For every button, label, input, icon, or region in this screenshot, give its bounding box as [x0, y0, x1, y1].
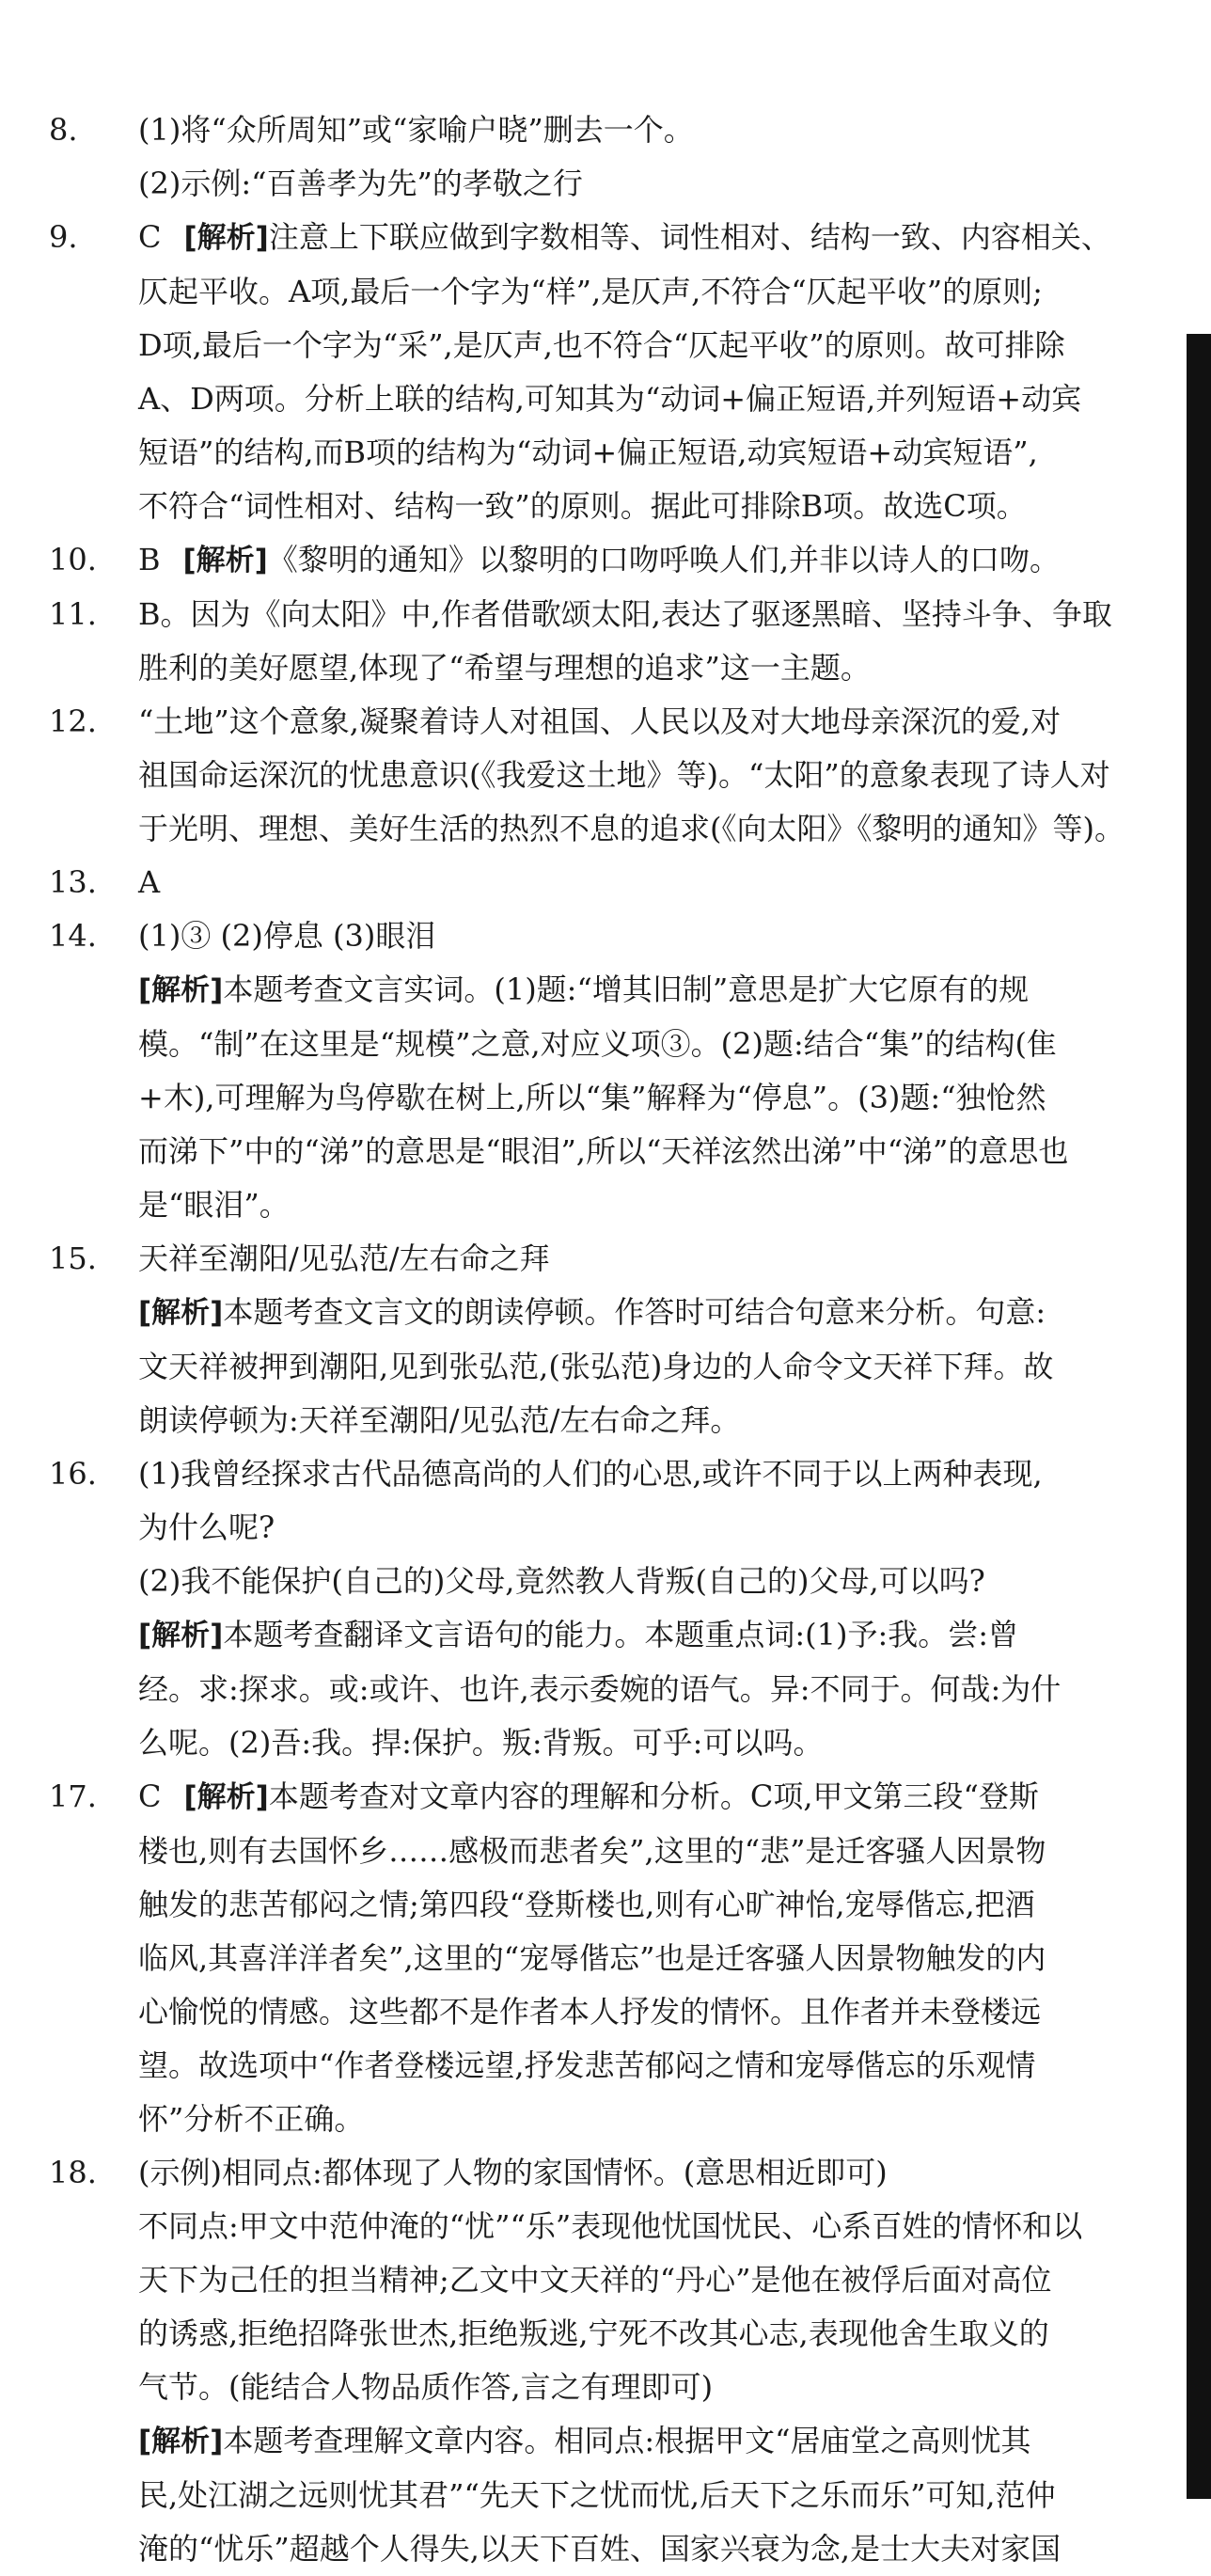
- binding-edge: [1187, 334, 1211, 2499]
- analysis-tag: [解析]: [183, 221, 269, 255]
- answer-line: 胜利的美好愿望,体现了“希望与理想的追求”这一主题。: [138, 650, 871, 686]
- answer-choice: C: [138, 219, 162, 255]
- answer-line: 怀”分析不正确。: [138, 2101, 365, 2137]
- analysis-tag: [解析]: [138, 1619, 224, 1652]
- analysis-text: 本题考查文言实词。(1)题:“增其旧制”意思是扩大它原有的规: [223, 972, 1030, 1007]
- answer-item: [49, 1232, 1130, 1447]
- item-number: 17.: [49, 1778, 97, 1814]
- answer-item: [49, 533, 1130, 588]
- analysis-line: 是“眼泪”。: [138, 1187, 290, 1223]
- answer-item: [49, 856, 1130, 909]
- answer-line: 天下为己任的担当精神;乙文中文天祥的“丹心”是他在被俘后面对高位: [138, 2262, 1052, 2298]
- item-number: 8.: [49, 112, 78, 148]
- answer-line: 触发的悲苦郁闷之情;第四段“登斯楼也,则有心旷神怡,宠辱偕忘,把酒: [138, 1887, 1035, 1922]
- answer-line: (1)将“众所周知”或“家喻户晓”删去一个。: [138, 112, 694, 148]
- answer-line: 天祥至潮阳/见弘范/左右命之拜: [138, 1241, 550, 1276]
- answer-line: 临风,其喜洋洋者矣”,这里的“宠辱偕忘”也是迁客骚人因景物触发的内: [138, 1940, 1046, 1976]
- answer-line: 心愉悦的情感。这些都不是作者本人抒发的情怀。且作者并未登楼远: [138, 1994, 1042, 2030]
- answer-line: (示例)相同点:都体现了人物的家国情怀。(意思相近即可): [138, 2155, 888, 2190]
- answer-item: [49, 909, 1130, 1232]
- analysis-line: 模。“制”在这里是“规模”之意,对应义项③。(2)题:结合“集”的结构(隹: [138, 1026, 1057, 1062]
- analysis-line: 淹的“忧乐”超越个人得失,以天下百姓、国家兴衰为念,是士大夫对家国: [138, 2531, 1062, 2567]
- analysis-line: [138, 1608, 1130, 1663]
- answer-line: (2)示例:“百善孝为先”的孝敬之行: [138, 166, 583, 201]
- answer-line: 为什么呢?: [138, 1509, 275, 1545]
- answer-line: D项,最后一个字为“采”,是仄声,也不符合“仄起平收”的原则。故可排除: [138, 327, 1065, 363]
- analysis-line: 而涕下”中的“涕”的意思是“眼泪”,所以“天祥泫然出涕”中“涕”的意思也: [138, 1133, 1069, 1169]
- analysis-line: 民,处江湖之远则忧其君”“先天下之忧而忧,后天下之乐而乐”可知,范仲: [138, 2477, 1056, 2513]
- answer-item: [49, 695, 1130, 856]
- analysis-line: [138, 1286, 1130, 1340]
- item-number: 18.: [49, 2155, 97, 2190]
- answer-line: 仄起平收。A项,最后一个字为“样”,是仄声,不符合“仄起平收”的原则;: [138, 274, 1043, 309]
- answer-line: [138, 533, 1130, 588]
- answer-item: [49, 1770, 1130, 2146]
- analysis-line: [138, 2414, 1130, 2469]
- item-number: 14.: [49, 918, 97, 954]
- answer-line: A、D两项。分析上联的结构,可知其为“动词+偏正短语,并列短语+动宾: [138, 381, 1082, 417]
- answer-line: 祖国命运深沉的忧患意识(《我爱这土地》等)。“太阳”的意象表现了诗人对: [138, 757, 1110, 793]
- analysis-text: 本题考查理解文章内容。相同点:根据甲文“居庙堂之高则忧其: [223, 2423, 1031, 2458]
- answer-item: [49, 103, 1130, 211]
- analysis-line: [138, 963, 1130, 1018]
- answer-text: 《黎明的通知》以黎明的口吻呼唤人们,并非以诗人的口吻。: [267, 542, 1061, 577]
- item-number: 13.: [49, 864, 97, 900]
- answer-line: [138, 211, 1130, 265]
- analysis-line: 朗读停顿为:天祥至潮阳/见弘范/左右命之拜。: [138, 1402, 741, 1438]
- analysis-tag: [解析]: [138, 973, 224, 1007]
- analysis-tag: [解析]: [182, 544, 268, 577]
- analysis-tag: [解析]: [138, 1296, 224, 1330]
- answer-line: 短语”的结构,而B项的结构为“动词+偏正短语,动宾短语+动宾短语”,: [138, 435, 1038, 470]
- item-number: 11.: [49, 596, 97, 632]
- analysis-text: 本题考查文言文的朗读停顿。作答时可结合句意来分析。句意:: [223, 1294, 1046, 1330]
- answer-line: A: [138, 864, 161, 900]
- answer-line: 的诱惑,拒绝招降张世杰,拒绝叛逃,宁死不改其心志,表现他舍生取义的: [138, 2315, 1049, 2351]
- answer-line: 气节。(能结合人物品质作答,言之有理即可): [138, 2369, 714, 2405]
- answer-line: (2)我不能保护(自己的)父母,竟然教人背叛(自己的)父母,可以吗?: [138, 1563, 985, 1599]
- answer-item: [49, 2146, 1130, 2576]
- answer-line: (1)我曾经探求古代品德高尚的人们的心思,或许不同于以上两种表现,: [138, 1456, 1043, 1492]
- analysis-line: 经。求:探求。或:或许、也许,表示委婉的语气。异:不同于。何哉:为什: [138, 1671, 1062, 1707]
- analysis-tag: [解析]: [183, 1780, 269, 1814]
- analysis-line: +木),可理解为鸟停歇在树上,所以“集”解释为“停息”。(3)题:“独怆然: [138, 1080, 1046, 1115]
- answer-line: B。因为《向太阳》中,作者借歌颂太阳,表达了驱逐黑暗、坚持斗争、争取: [138, 596, 1112, 632]
- analysis-tag: [解析]: [138, 2425, 224, 2458]
- answer-content: [49, 103, 1130, 2576]
- analysis-text: 本题考查翻译文言语句的能力。本题重点词:(1)予:我。尝:曾: [223, 1617, 1019, 1652]
- answer-choice: C: [138, 1778, 162, 1814]
- item-number: 15.: [49, 1241, 97, 1276]
- answer-line: “土地”这个意象,凝聚着诗人对祖国、人民以及对大地母亲深沉的爱,对: [138, 703, 1062, 739]
- analysis-line: 文天祥被押到潮阳,见到张弘范,(张弘范)身边的人命令文天祥下拜。故: [138, 1349, 1054, 1384]
- answer-line: 楼也,则有去国怀乡……感极而悲者矣”,这里的“悲”是迁客骚人因景物: [138, 1833, 1046, 1869]
- answer-choice: B: [138, 542, 161, 577]
- answer-line: 不同点:甲文中范仲淹的“忧”“乐”表现他忧国忧民、心系百姓的情怀和以: [138, 2208, 1083, 2244]
- item-number: 9.: [49, 219, 78, 255]
- item-number: 10.: [49, 542, 97, 577]
- answer-text: 注意上下联应做到字数相等、词性相对、结构一致、内容相关、: [268, 219, 1111, 255]
- answer-item: [49, 1447, 1130, 1770]
- answer-item: [49, 588, 1130, 695]
- analysis-line: 么呢。(2)吾:我。捍:保护。叛:背叛。可乎:可以吗。: [138, 1725, 824, 1761]
- item-number: 12.: [49, 703, 97, 739]
- answer-line: [138, 1770, 1130, 1825]
- answer-line: (1)③ (2)停息 (3)眼泪: [138, 918, 436, 954]
- answer-item: [49, 211, 1130, 533]
- item-number: 16.: [49, 1456, 97, 1492]
- answer-text: 本题考查对文章内容的理解和分析。C项,甲文第三段“登斯: [268, 1778, 1039, 1814]
- answer-line: 于光明、理想、美好生活的热烈不息的追求(《向太阳》《黎明的通知》等)。: [138, 811, 1124, 846]
- answer-line: 望。故选项中“作者登楼远望,抒发悲苦郁闷之情和宠辱偕忘的乐观情: [138, 2047, 1036, 2083]
- answer-line: 不符合“词性相对、结构一致”的原则。据此可排除B项。故选C项。: [138, 488, 1027, 524]
